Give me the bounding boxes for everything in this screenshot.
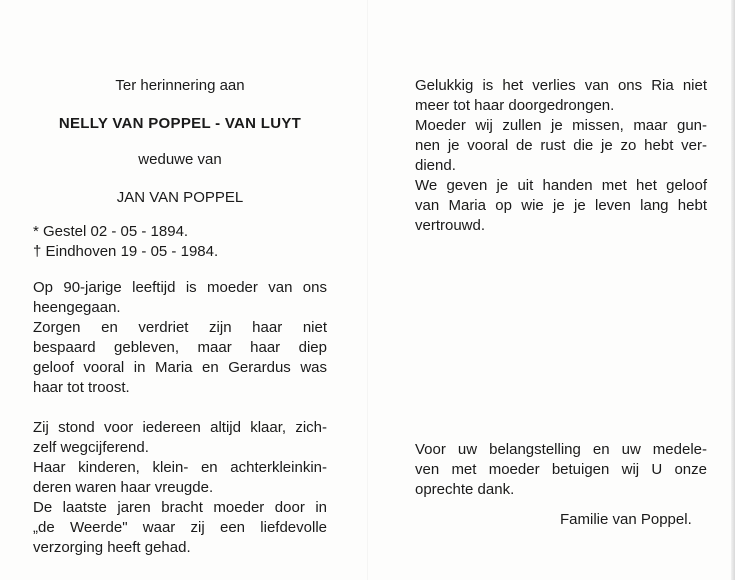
right-panel: [415, 76, 707, 236]
birth-line: * Gestel 02 - 05 - 1894.: [33, 223, 189, 240]
deceased-name: NELLY VAN POPPEL - VAN LUYT: [58, 115, 302, 132]
text-line: De laatste jaren bracht moeder door in: [33, 499, 327, 516]
text-line: oprechte dank.: [415, 481, 515, 498]
text-line: nen je vooral de rust die je zo hebt ver-: [415, 137, 707, 154]
card-edge: [731, 0, 735, 580]
text-line: Zorgen en verdriet zijn haar niet: [33, 319, 327, 336]
left-panel: [33, 76, 327, 558]
text-line: We geven je uit handen met het geloof: [415, 177, 707, 194]
text-line: bespaard gebleven, maar haar diep: [33, 339, 327, 356]
right-paragraph-2: [415, 440, 707, 500]
heading: Ter herinnering aan: [115, 77, 245, 94]
widow-of: weduwe van: [138, 151, 222, 168]
text-line: diend.: [415, 157, 456, 174]
text-line: haar tot troost.: [33, 379, 130, 396]
text-line: Moeder wij zullen je missen, maar gun-: [415, 117, 707, 134]
death-line: † Eindhoven 19 - 05 - 1984.: [33, 243, 219, 260]
text-line: Op 90-jarige leeftijd is moeder van ons: [33, 279, 327, 296]
right-paragraph-1: [415, 76, 707, 236]
paragraph-1: [33, 278, 327, 398]
text-line: zelf wegcijferend.: [33, 439, 149, 456]
paragraph-2: [33, 418, 327, 558]
text-line: verzorging heeft gehad.: [33, 539, 191, 556]
husband-name: JAN VAN POPPEL: [116, 189, 244, 206]
text-line: „de Weerde" waar zij een liefdevolle: [33, 519, 327, 536]
text-line: deren waren haar vreugde.: [33, 479, 214, 496]
text-line: meer tot haar doorgedrongen.: [415, 97, 615, 114]
text-line: geloof vooral in Maria en Gerardus was: [33, 359, 327, 376]
family-signature: Familie van Poppel.: [560, 511, 692, 528]
text-line: vertrouwd.: [415, 217, 486, 234]
text-line: Gelukkig is het verlies van ons Ria niet: [415, 77, 707, 94]
text-line: Voor uw belangstelling en uw medele-: [415, 441, 707, 458]
card-fold: [367, 0, 368, 580]
text-line: van Maria op wie je je leven lang hebt: [415, 197, 707, 214]
text-line: ven met moeder betuigen wij U onze: [415, 461, 707, 478]
text-line: Zij stond voor iedereen altijd klaar, zich-: [33, 419, 327, 436]
text-line: Haar kinderen, klein- en achterkleinkin-: [33, 459, 327, 476]
text-line: heengegaan.: [33, 299, 121, 316]
